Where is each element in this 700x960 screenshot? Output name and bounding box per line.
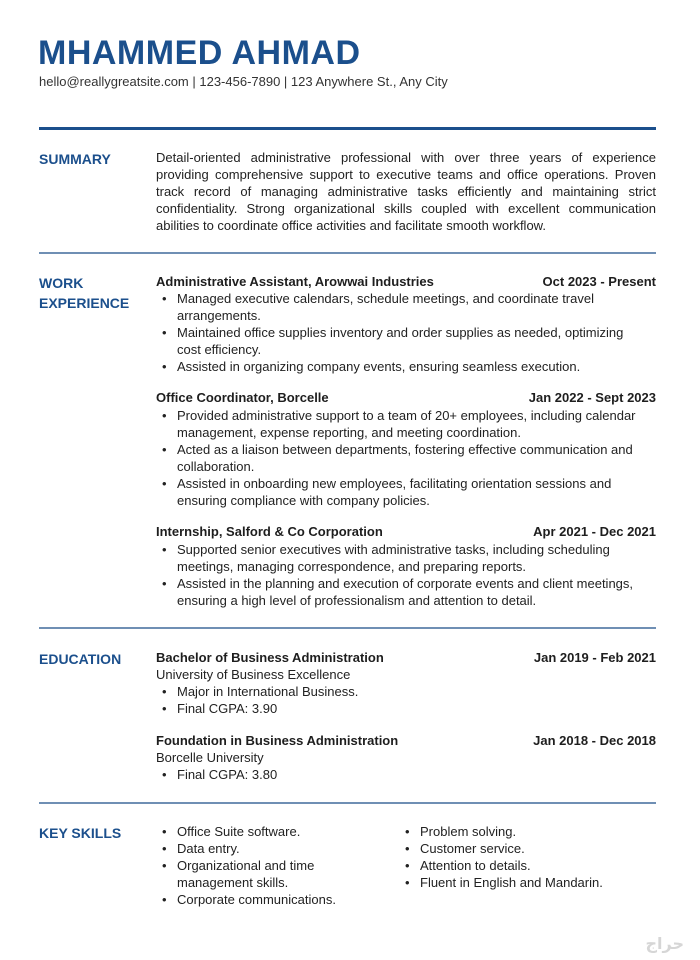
list-item: • Customer service. xyxy=(399,840,656,857)
job-header xyxy=(156,523,656,540)
list-item: • Attention to details. xyxy=(399,857,656,874)
contact-info: hello@reallygreatsite.com | 123-456-7890 | 123 Anywhere St., Any City xyxy=(39,74,448,89)
list-item: • Final CGPA: 3.80 xyxy=(156,766,636,783)
school-name: University of Business Excellence xyxy=(156,667,351,682)
list-item: • Final CGPA: 3.90 xyxy=(156,700,636,717)
summary-heading: SUMMARY xyxy=(39,151,111,167)
section-divider xyxy=(39,252,656,254)
job-header xyxy=(156,389,656,406)
education-bullets xyxy=(156,766,636,783)
list-item: • Maintained office supplies inventory and order supplies as needed, optimizing cost efficiency. xyxy=(156,324,636,358)
job-title: Internship, Salford & Co Corporation xyxy=(156,524,383,539)
education-header xyxy=(156,649,656,666)
education-heading: EDUCATION xyxy=(39,651,122,667)
list-item: • Organizational and time management skills. xyxy=(156,857,386,891)
watermark-logo: حراج xyxy=(645,936,684,953)
education-date: Jan 2019 - Feb 2021 xyxy=(533,650,656,665)
list-item: • Managed executive calendars, schedule meetings, and coordinate travel arrangements. xyxy=(156,290,636,324)
summary-text: Detail-oriented administrative professional with over three years of experience providing comprehensive support to executive teams and office operations. Proven track record of managing administrative tasks efficiently and maintaining strict confidentiality. Strong organizational skills coupled with excellent communication abilities to coordinate office activities and facilitate smooth workflow. xyxy=(156,150,656,233)
list-item: • Major in International Business. xyxy=(156,683,636,700)
job-bullets xyxy=(156,541,636,609)
work-experience-heading: WORK EXPERIENCE xyxy=(39,275,130,311)
education-date: Jan 2018 - Dec 2018 xyxy=(533,733,656,748)
list-item: • Data entry. xyxy=(156,840,386,857)
job-title: Office Coordinator, Borcelle xyxy=(156,390,329,405)
list-item: • Corporate communications. xyxy=(156,891,386,908)
education-header xyxy=(156,732,656,749)
education-bullets xyxy=(156,683,636,717)
school-name: Borcelle University xyxy=(156,750,264,765)
degree-title: Foundation in Business Administration xyxy=(156,733,399,748)
list-item: • Assisted in the planning and execution of corporate events and client meetings, ensuring a high level of professionalism and attention to detail. xyxy=(156,575,636,609)
list-item: • Provided administrative support to a team of 20+ employees, including calendar management, expense reporting, and meeting coordination. xyxy=(156,407,636,441)
degree-title: Bachelor of Business Administration xyxy=(156,650,384,665)
section-divider xyxy=(39,802,656,804)
skills-list-left xyxy=(156,823,386,908)
key-skills-heading: KEY SKILLS xyxy=(39,825,122,841)
list-item: • Office Suite software. xyxy=(156,823,386,840)
job-bullets xyxy=(156,290,636,375)
job-date: Oct 2023 - Present xyxy=(542,274,656,289)
list-item: • Assisted in organizing company events, ensuring seamless execution. xyxy=(156,358,636,375)
job-title: Administrative Assistant, Arowwai Industries xyxy=(156,274,434,289)
section-divider xyxy=(39,627,656,629)
job-date: Jan 2022 - Sept 2023 xyxy=(528,390,656,405)
skills-list-right xyxy=(399,823,656,891)
list-item: • Supported senior executives with administrative tasks, including scheduling meetings, managing correspondence, and preparing reports. xyxy=(156,541,636,575)
list-item: • Acted as a liaison between departments, fostering effective communication and collaboration. xyxy=(156,441,636,475)
list-item: • Assisted in onboarding new employees, facilitating orientation sessions and ensuring compliance with company policies. xyxy=(156,475,636,509)
header-divider xyxy=(39,127,656,130)
job-date: Apr 2021 - Dec 2021 xyxy=(533,524,656,539)
candidate-name: MHAMMED AHMAD xyxy=(38,34,361,72)
job-header xyxy=(156,273,656,290)
job-bullets xyxy=(156,407,636,509)
list-item: • Fluent in English and Mandarin. xyxy=(399,874,656,891)
list-item: • Problem solving. xyxy=(399,823,656,840)
